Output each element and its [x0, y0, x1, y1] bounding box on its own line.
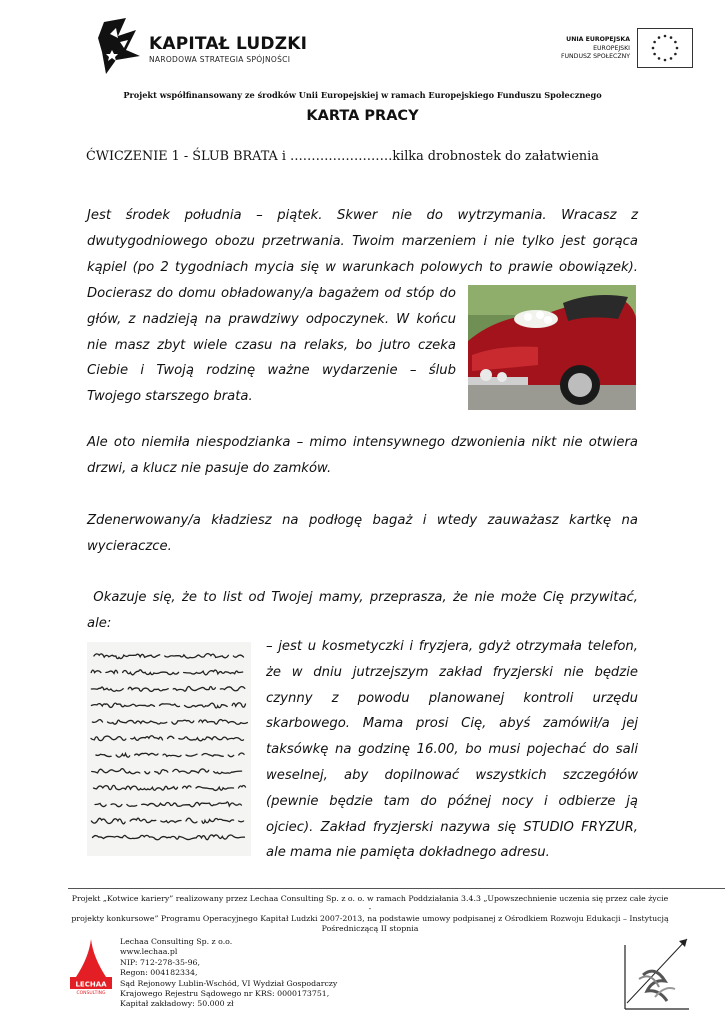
- text-line: Ale oto niemiła niespodzianka – mimo intensywnego dzwonienia nikt nie otwiera: [87, 435, 638, 450]
- company-info: Lechaa Consulting Sp. z o.o. www.lechaa.pl NIP: 712-278-35-96, Regon: 004182334, Sąd Rejonowy Lublin-Wschód, VI Wydział Gospodarczy Krajowego Rejestru Sądowego nr KRS: 0000173751, Kapitał zakładowy: 50.000 zł: [120, 937, 338, 1009]
- text-line: Twojego starszego brata.: [87, 389, 253, 405]
- text-line: Ciebie i Twoją rodzinę ważne wydarzenie – ślub: [87, 363, 456, 379]
- text-line: że w dniu jutrzejszym zakład fryzjerski nie będzie: [266, 664, 638, 680]
- handwritten-letter-image: [87, 642, 251, 856]
- text-line: czynny z powodu planowanej kontroli urzędu: [266, 690, 638, 706]
- text-line: ale:: [87, 615, 112, 631]
- lechaa-logo: [70, 937, 112, 995]
- kapital-ludzki-logo: [96, 16, 142, 76]
- text-line: weselnej, aby dopilnować wszystkich szczegółów: [266, 767, 638, 783]
- eu-star-icon: [674, 53, 677, 56]
- lechaa-logo-text: LECHAA: [75, 980, 107, 989]
- kotwice-kariery-logo: [615, 935, 695, 1015]
- exercise-heading: ĆWICZENIE 1 - ŚLUB BRATA i ……………………kilka drobnostek do załatwienia: [86, 149, 599, 164]
- footer-project-info: Projekt „Kotwice kariery” realizowany przez Lechaa Consulting Sp. z o. o. w ramach Poddziałania 3.4.3 „Upowszechnienie uczenia się przez całe życie - projekty konkursowe” Programu Operacyjnego Kapitał Ludzki 2007-2013, na podstawie umowy podpisanej z Ośrodkiem Rozwoju Edukacji – Instytucją Pośredniczącą II stopnia: [71, 894, 669, 933]
- eu-star-icon: [658, 36, 661, 39]
- eu-star-icon: [658, 57, 661, 60]
- text-line: głów, z nadzieją na prawdziwy odpoczynek. W końcu: [87, 311, 456, 327]
- text-line: – jest u kosmetyczki i fryzjera, gdyż otrzymała telefon,: [266, 639, 638, 654]
- eu-star-icon: [652, 47, 655, 50]
- text-line: Zdenerwowany/a kładziesz na podłogę bagaż i wtedy zauważasz kartkę na: [87, 513, 638, 528]
- eu-star-icon: [653, 41, 656, 44]
- paragraph-intro: [87, 203, 638, 280]
- text-line: kąpiel (po 2 tygodniach mycia się w warunkach polowych to prawie obowiązek).: [87, 259, 638, 275]
- paragraph-note: [87, 508, 638, 560]
- text-line: taksówkę na godzinę 16.00, bo musi pojechać do sali: [266, 742, 638, 758]
- logo-title: KAPITAŁ LUDZKI: [149, 34, 308, 54]
- text-line: ale mama nie pamięta dokładnego adresu.: [266, 845, 550, 861]
- text-line: dwutygodniowego obozu przetrwania. Twoim marzeniem i nie tylko jest gorąca: [87, 233, 638, 249]
- text-line: (pewnie będzie tam do późnej nocy i odbierze ją: [266, 793, 638, 809]
- eu-star-icon: [653, 53, 656, 56]
- eu-label: UNIA EUROPEJSKA EUROPEJSKI FUNDUSZ SPOŁECZNY: [560, 36, 630, 60]
- text-line: skarbowego. Mama prosi Cię, abyś zamówił/a jej: [266, 716, 638, 732]
- lechaa-logo-subtext: CONSULTING: [76, 991, 106, 995]
- text-line: Docierasz do domu obładowany/a bagażem od stóp do: [87, 286, 456, 301]
- cofinancing-note: Projekt współfinansowany ze środków Unii Europejskiej w ramach Europejskiego Funduszu Społecznego: [123, 90, 602, 100]
- eu-star-icon: [670, 36, 673, 39]
- text-line: ojciec). Zakład fryzjerski nazywa się STUDIO FRYZUR,: [266, 819, 638, 835]
- footer-divider: [68, 888, 725, 889]
- text-line: drzwi, a klucz nie pasuje do zamków.: [87, 460, 332, 476]
- eu-star-icon: [670, 57, 673, 60]
- eu-star-icon: [676, 47, 679, 50]
- text-line: wycieraczce.: [87, 538, 172, 554]
- paragraph-surprise: [87, 430, 638, 482]
- logo-subtitle: NARODOWA STRATEGIA SPÓJNOŚCI: [149, 55, 291, 64]
- paragraph-mother-message: [266, 634, 638, 866]
- text-line: nie masz zbyt wiele czasu na relaks, bo jutro czeka: [87, 337, 456, 353]
- document-title: KARTA PRACY: [306, 108, 419, 124]
- eu-star-icon: [674, 41, 677, 44]
- paragraph-intro-wrap: [87, 281, 456, 410]
- wedding-car-photo: [468, 285, 636, 410]
- eu-star-icon: [664, 59, 667, 62]
- text-line: Okazuje się, że to list od Twojej mamy, przeprasza, że nie może Cię przywitać,: [87, 590, 638, 605]
- eu-star-icon: [664, 35, 667, 38]
- text-line: Jest środek południa – piątek. Skwer nie do wytrzymania. Wracasz z: [87, 208, 638, 223]
- eu-flag-icon: [637, 28, 693, 68]
- paragraph-letter-intro: [87, 585, 638, 637]
